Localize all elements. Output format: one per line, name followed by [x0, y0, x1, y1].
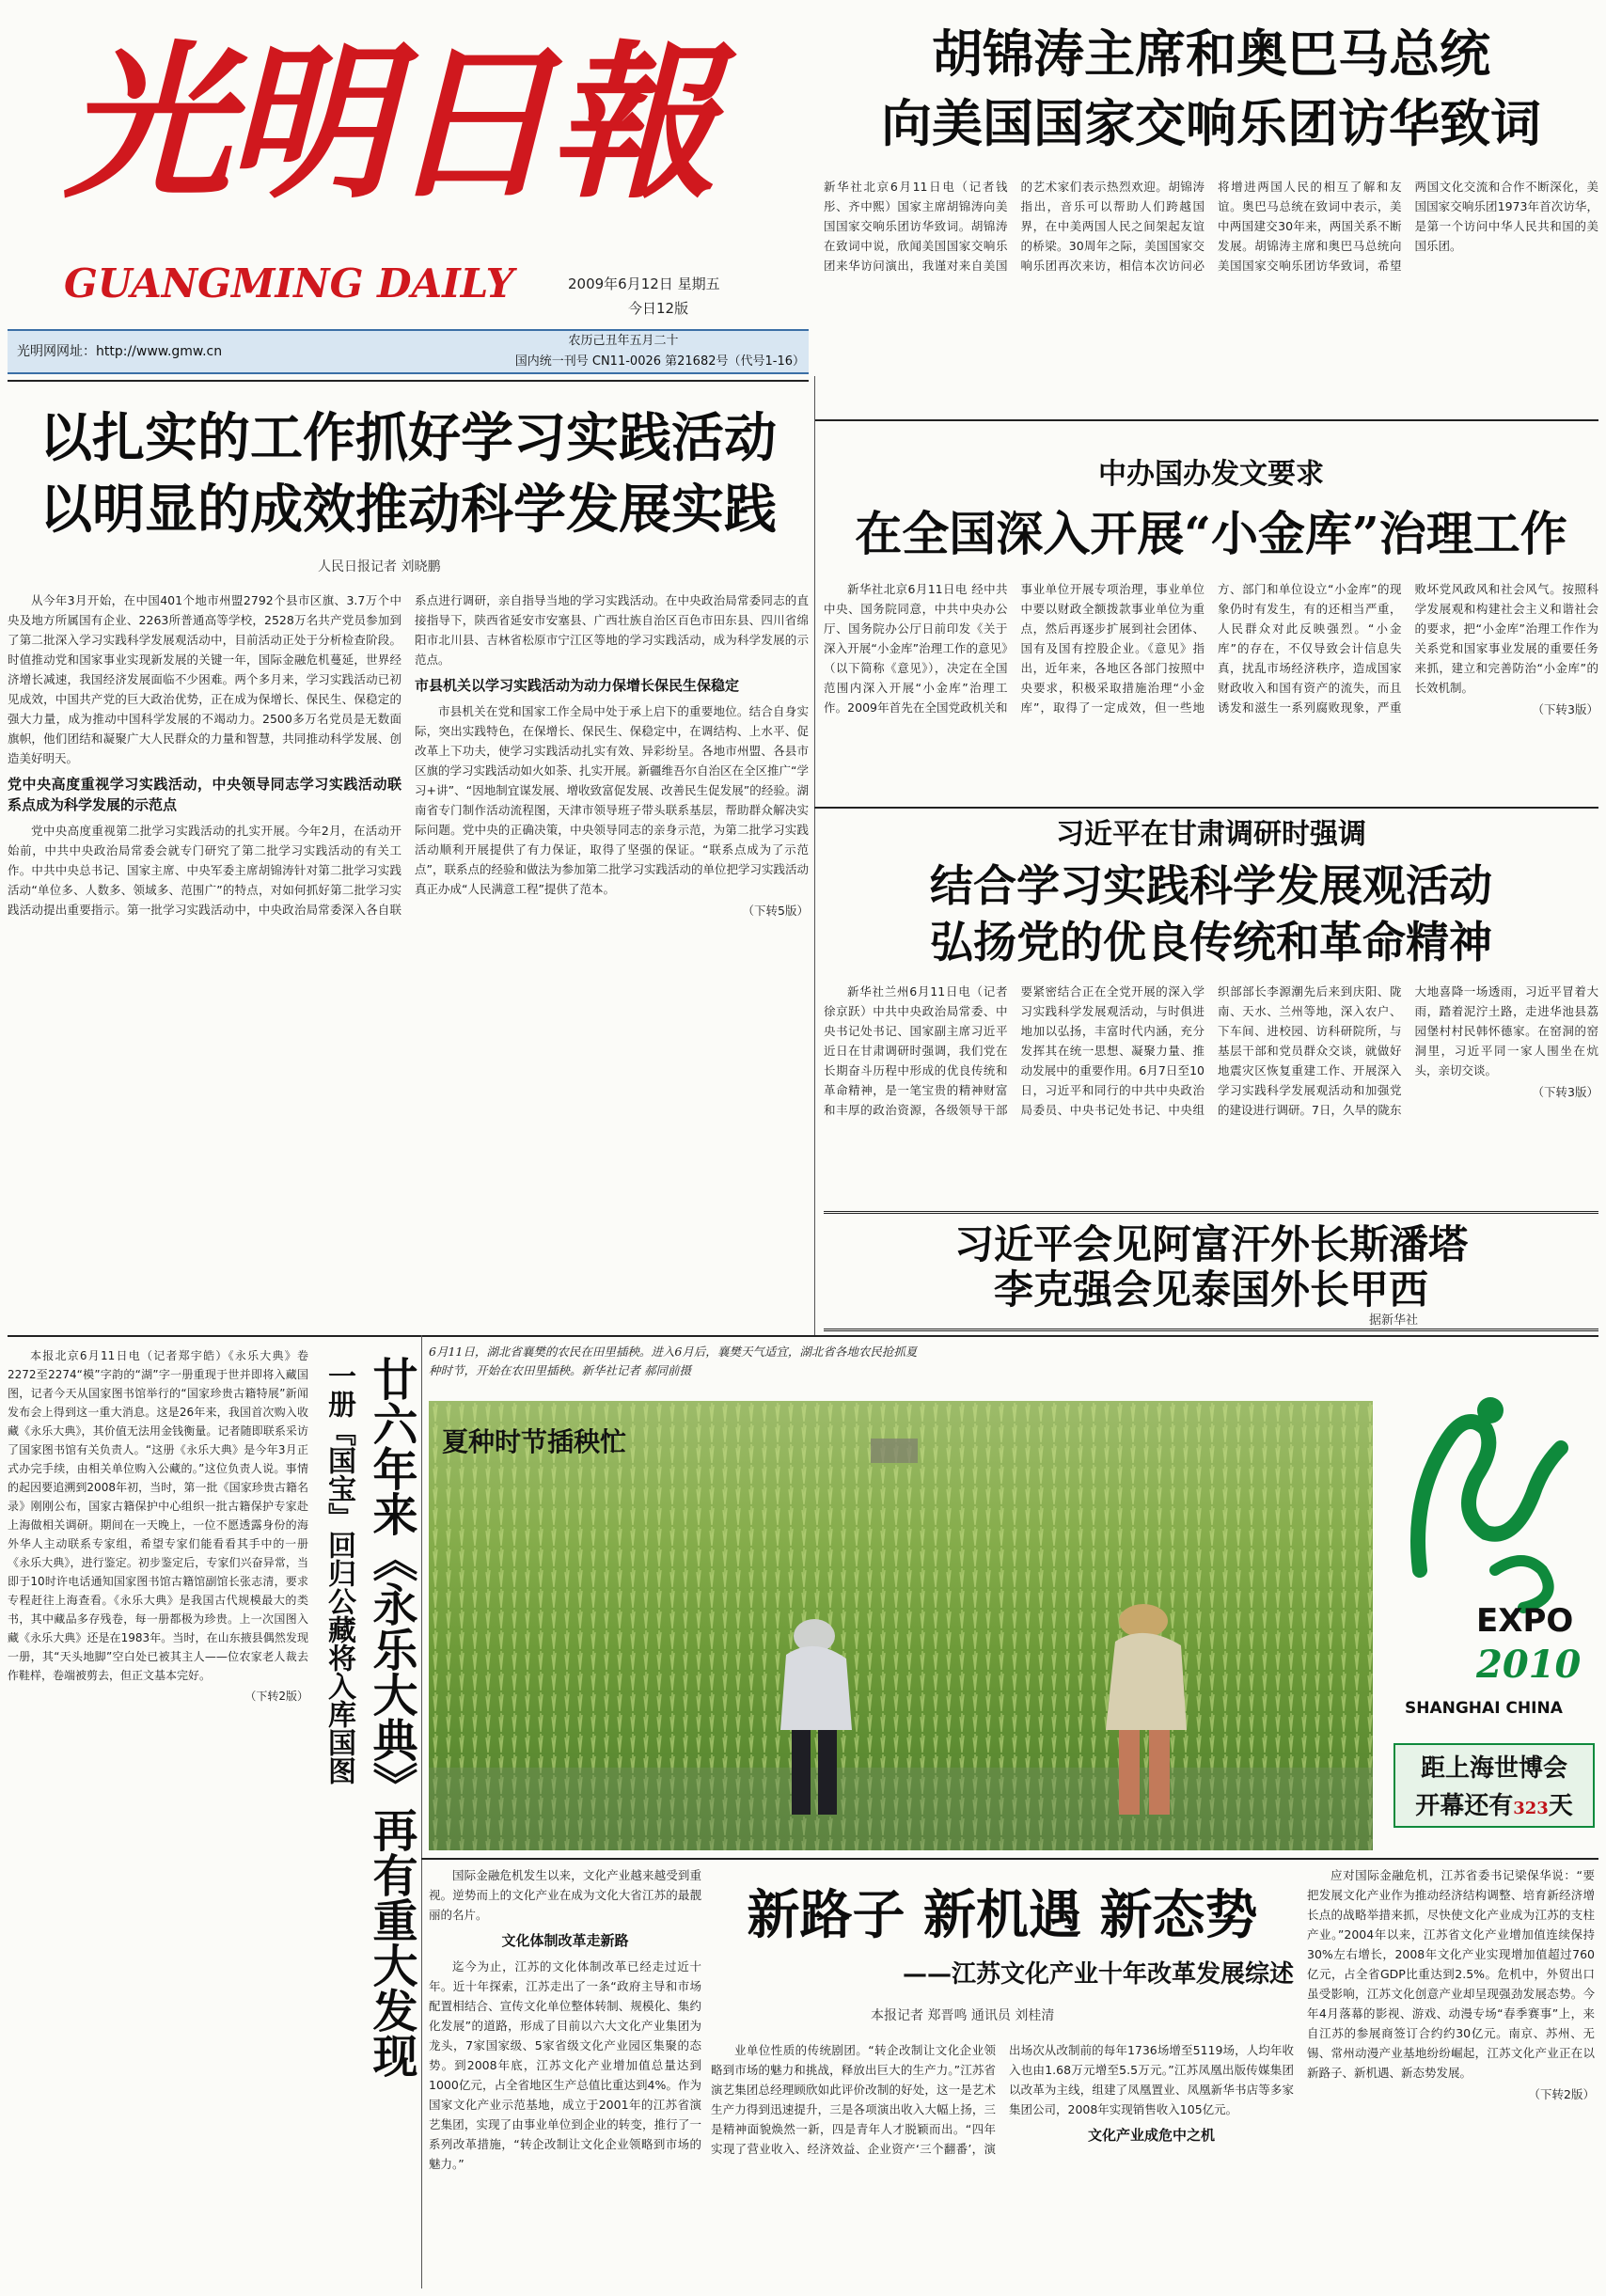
article-intro: [429, 1865, 701, 2279]
subheading: 文化体制改革走新路: [501, 1932, 629, 1949]
masthead-website[interactable]: 光明网网址：http://www.gmw.cn: [17, 344, 223, 359]
paragraph: 新华社北京6月11日电 经中共中央、国务院同意，中共中央办公厅、国务院办公厅日前印发《关于深入开展“小金库”治理工作的意见》（以下简称《意见》），决定在全国范围内深入开展“小金库”治理工作。2009年首先在全国党政机关和事业单位开展专项治理，事业单位中要以财政全额拨款事业单位为重点，然后再逐步扩展到社会团体、国有及国有控股企业。《意见》指出，近年来，各地区各部门按照中央要求，积极采取措施治理“小金库”，取得了一定成效，但一些地方、部门和单位设立“小金库”的现象仍时有发生，有的还相当严重，人民群众对此反映强烈。“小金库”的存在，不仅导致会计信息失真，扰乱市场经济秩序，造成国家财政收入和国有资产的流失，而且诱发和滋生一系列腐败现象，严重败坏党风政风和社会风气。按照科学发展观和构建社会主义和谐社会的要求，把“小金库”治理工作作为关系党和国家事业发展的重要任务来抓，建立和完善防治“小金库”的长效机制。: [824, 582, 1598, 715]
article-xiaojinku: [824, 429, 1598, 805]
paragraph: 新华社兰州6月11日电（记者徐京跃）中共中央政治局常委、中央书记处书记、国家副主席习近平近日在甘肃调研时强调，我们党在长期奋斗历程中形成的优良传统和革命精神，是一笔宝贵的精神财富和丰厚的政治资源，各级领导干部要紧密结合正在全党开展的深入学习实践科学发展观活动，与时俱进地加以弘扬，丰富时代内涵，充分发挥其在统一思想、凝聚力量、推动发展中的重要作用。6月7日至10日，习近平和同行的中共中央政治局委员、中央书记处书记、中央组织部部长李源潮先后来到庆阳、陇南、天水、兰州等地，深入农户、下车间、进校园、访科研院所，与基层干部和党员群众交谈，就做好地震灾区恢复重建工作、开展深入学习实践科学发展观活动和加强党的建设进行调研。7日，久旱的陇东大地喜降一场透雨，习近平冒着大雨，踏着泥泞土路，走进华池县荔园堡村村民韩怀德家。在窑洞的窑洞里，习近平同一家人围坐在炕头，亲切交谈。: [824, 984, 1598, 1117]
headline: 结合学习实践科学发展观活动: [930, 860, 1492, 911]
divider: [8, 380, 809, 382]
countdown-line2: [1395, 1788, 1593, 1824]
paragraph: 应对国际金融危机，江苏省委书记梁保华说：“要把发展文化产业作为推动经济结构调整、培育新经济增长点的战略举措来抓，尽快使文化产业成为江苏的支柱产业。”2004年以来，江苏省文化产业增加值连续保持30%左右增长，2008年文化产业实现增加值超过760亿元，占全省GDP比重达到2.5%。危机中，外贸出口虽受影响，江苏文化创意产业却呈现强劲发展态势。今年4月落幕的影视、游戏、动漫专场“春季赛事”上，来自江苏的参展商签订合约约30亿元。南京、苏州、无锡、常州动漫产业基地纷纷崛起，江苏文化产业正在以新路子、新机遇、新态势发展。: [1307, 1868, 1595, 2080]
subheadline: ——江苏文化产业十年改革发展综述: [902, 1960, 1294, 1989]
article-body: [824, 579, 1598, 797]
kicker: 习近平在甘肃调研时强调: [1056, 818, 1366, 851]
masthead-date: 2009年6月12日 星期五: [568, 275, 720, 292]
continued-note[interactable]: （下转5版）: [742, 904, 809, 918]
article-study-practice: [8, 391, 809, 1331]
headline: 李克强会见泰国外长甲西: [993, 1266, 1428, 1313]
paragraph: 迄今为止，江苏的文化体制改革已经走过近十年。近十年探索，江苏走出了一条“政府主导和市场配置相结合、宣传文化单位整体转制、规模化、集约化发展”的道路，形成了目前以六大文化产业集团为龙头，7家国家级、5家省级文化产业园区集聚的态势。到2008年底，江苏文化产业增加值总量达到1000亿元，占全省地区生产总值比重达到4%。作为国家文化产业示范基地，成立于2001年的江苏省演艺集团，实现了由事业单位到企业的转变，推行了一系列改革措施，“转企改制让文化企业领略到市场的魅力。”: [429, 1959, 701, 2171]
masthead-issue: 国内统一刊号 CN11-0026 第21682号（代号1-16）: [514, 354, 805, 369]
masthead-logo-en: GUANGMING DAILY: [64, 260, 514, 307]
article-yongle-dadian: [8, 1343, 421, 2288]
article-body: [8, 590, 809, 1324]
subheadline-vertical: 一册『国宝』回归公藏将入库国图: [323, 1361, 355, 1785]
subheading: 文化产业成危中之机: [1087, 2127, 1215, 2144]
subheading: 市县机关以学习实践活动为动力保增长保民生保稳定: [415, 677, 740, 694]
byline: 本报记者 郑晋鸣 通讯员 刘桂清: [871, 2008, 1055, 2023]
continued-note[interactable]: （下转3版）: [1532, 1085, 1598, 1099]
expo-label: EXPO: [1476, 1602, 1574, 1640]
headline: 新路子 新机遇 新态势: [747, 1884, 1258, 1946]
photo-title: 夏种时节插秧忙: [442, 1426, 627, 1457]
photo-caption: 6月11日，湖北省襄樊的农民在田里插秧。进入6月后，襄樊天气适宜，湖北省各地农民抢抓夏种时节，开始在农田里插秧。新华社记者 郝同前摄: [429, 1345, 918, 1377]
subheading: 党中央高度重视学习实践活动，中央领导同志学习实践活动联系点成为科学发展的示范点: [8, 776, 402, 813]
continued-note[interactable]: （下转2版）: [244, 1690, 308, 1703]
countdown-panel: [1393, 1743, 1595, 1828]
rice-planting-photo: [429, 1401, 1373, 1850]
countdown-prefix: 开幕还有: [1415, 1792, 1514, 1820]
article-hu-obama: [824, 8, 1598, 412]
byline: 人民日报记者 刘晓鹏: [318, 559, 441, 574]
article-body: [711, 2040, 1294, 2281]
paragraph: 本报北京6月11日电（记者郑宇皓）《永乐大典》卷2272至2274“模”字韵的“湖”字一册重现于世并即将入藏国图，记者今天从国家图书馆举行的“国家珍贵古籍特展”新闻发布会上得到这一重大消息。这是26年来，我国首次购入收藏《永乐大典》，其价值无法用金钱衡量。记者随即联系采访了国家图书馆有关负责人。“这册《永乐大典》是今年3月正式办完手续，由相关单位购入公藏的。”这位负责人说。事情的起因要追溯到2008年初，当时，第一批《国家珍贵古籍名录》刚刚公布，国家古籍保护中心组织一批古籍保护专家赴上海做相关调研。期间在一天晚上，一位不愿透露身份的海外华人主动联系专家组，希望专家们能看看其手中的一册《永乐大典》，进行鉴定。初步鉴定后，专家们兴奋异常，当即于10时许电话通知国家图书馆古籍馆副馆长张志清，要求专程赶往上海查看。《永乐大典》是我国古代规模最大的类书，其中藏品多存残卷，每一册都极为珍贵。上一次国图入藏《永乐大典》还是在1983年。当时，在山东掖县偶然发现一册，其“天头地脚”空白处已被其主人——位农家老人裁去作鞋样，卷端被剪去，但正文基本完好。: [8, 1349, 308, 1682]
countdown-line1: 距上海世博会: [1420, 1754, 1567, 1783]
photo-block: [429, 1343, 1373, 1850]
expo-year: 2010: [1476, 1643, 1582, 1687]
continued-note[interactable]: （下转3版）: [1532, 702, 1598, 716]
article-jiangsu-culture: [429, 1865, 1598, 2288]
divider: [814, 807, 1598, 809]
headline: 胡锦涛主席和奥巴马总统: [932, 24, 1490, 84]
headline-vertical: 廿六年来《永乐大典》再有重大发现: [365, 1356, 417, 2078]
headline: 以明显的成效推动科学发展实践: [39, 479, 777, 541]
divider: [814, 419, 1598, 421]
article-body-right: [1307, 1865, 1595, 2283]
source-note: 据新华社: [1369, 1313, 1419, 1328]
countdown-unit: 天: [1548, 1792, 1573, 1820]
divider: [8, 1335, 1598, 1337]
article-meetings: [824, 1211, 1598, 1331]
masthead-logo-cn: 光明日報: [64, 24, 711, 221]
masthead: [8, 8, 809, 374]
paragraph: 党中央高度重视第二批学习实践活动的扎实开展。今年2月，在活动开始前，中共中央政治局常委会就专门研究了第二批学习实践活动的有关工作。中共中央总书记、国家主席、中央军委主席胡锦涛针对第二批学习实践活动“单位多、人数多、领域多、范围广”的特点，对如何抓好第二批学习实践活动提出重要指示。第一批学习实践活动中，中央政治局常委深入各自联系点进行调研，亲自指导当地的学习实践活动。在中央政治局常委同志的直接指导下，陕西省延安市安塞县、广西壮族自治区百色市田东县、四川省绵阳市北川县、吉林省松原市宁江区等地的学习实践活动，成为科学发展的示范点。: [8, 593, 809, 917]
paragraph: 业单位性质的传统剧团。“转企改制让文化企业领略到市场的魅力和挑战，释放出巨大的生产力。”江苏省演艺集团总经理顾欣如此评价改制的好处，这一是艺术生产力得到迅速提升，三是各项演出收入大幅上扬，三是精神面貌焕然一新，四是青年人才脱颖而出。“四年实现了营业收入、经济效益、企业资产‘三个翻番’，演出场次从改制前的每年1736场增至5119场，人均年收入也由1.68万元增至5.5万元。”江苏凤凰出版传媒集团以改革为主线，组建了凤凰置业、凤凰新华书店等多家集团公司，2008年实现销售收入105亿元。: [711, 2043, 1294, 2156]
headline: 在全国深入开展“小金库”治理工作: [855, 506, 1567, 561]
countdown-days: 323: [1513, 1799, 1549, 1818]
article-body: [8, 1346, 308, 2285]
headline: 以扎实的工作抓好学习实践活动: [39, 407, 777, 469]
continued-note[interactable]: （下转2版）: [1528, 2087, 1595, 2101]
headline: 向美国国家交响乐团访华致词: [881, 93, 1541, 153]
headline: 弘扬党的优良传统和革命精神: [930, 917, 1492, 967]
masthead-pages: 今日12版: [628, 300, 689, 317]
column-divider: [814, 376, 815, 1337]
expo-countdown-box: [1382, 1382, 1598, 1852]
headline: 习近平会见阿富汗外长斯潘塔: [953, 1221, 1468, 1267]
paragraph: 市县机关在党和国家工作全局中处于承上启下的重要地位。结合自身实际，突出实践特色，在保增长、保民生、保稳定中，在调结构、上水平、促改革上下功夫，使学习实践活动扎实有效、异彩纷呈。各地市州盟、各县市区旗的学习实践活动如火如荼、扎实开展。新疆维吾尔自治区在全区推广“学习+讲”、“因地制宜谋发展、增收致富促发展、改善民生促发展”的经验。湖南省专门制作活动流程图，天津市领导班子带头联系基层，帮助群众解决实际问题。党中央的正确决策，中央领导同志的亲身示范，为第二批学习实践活动顺利开展提供了有力保证，取得了坚强的保证。“联系点成为了示范点”，联系点的经验和做法为参加第二批学习实践活动的单位把学习实践活动真正办成“人民满意工程”提供了范本。: [415, 704, 809, 896]
article-body: [824, 982, 1598, 1203]
rice-field-illustration: [429, 1401, 1373, 1850]
article-body: 新华社北京6月11日电（记者钱彤、齐中熙）国家主席胡锦涛向美国国家交响乐团访华致词。胡锦涛在致词中说，欣闻美国国家交响乐团来华访问演出，我谨对来自美国的艺术家们表示热烈欢迎。胡锦涛指出，音乐可以帮助人们跨越国界，在中美两国人民之间架起友谊的桥梁。30周年之际，美国国家交响乐团再次来访，相信本次访问必将增进两国人民的相互了解和友谊。奥巴马总统在致词中表示，美中两国建交30年来，两国关系不断发展。胡锦涛主席和奥巴马总统向美国国家交响乐团访华致词，希望两国文化交流和合作不断深化，美国国家交响乐团1973年首次访华，是第一个访问中华人民共和国的美国乐团。: [824, 180, 1598, 273]
masthead-info-bar: [8, 329, 809, 374]
paragraph: 国际金融危机发生以来，文化产业越来越受到重视。逆势而上的文化产业在成为文化大省江苏的最靓丽的名片。: [429, 1868, 701, 1922]
column-divider: [421, 1335, 422, 2288]
masthead-lunar: 农历己丑年五月二十: [568, 334, 679, 348]
expo-logo-icon: [1382, 1382, 1598, 1627]
expo-city: SHANGHAI CHINA: [1405, 1699, 1563, 1718]
article-xi-gansu: [824, 812, 1598, 1207]
kicker: 中办国办发文要求: [1098, 458, 1324, 491]
divider: [421, 1858, 1598, 1860]
paragraph: 从今年3月开始，在中国401个地市州盟2792个县市区旗、3.7万个中央及地方所属国有企业、2263所普通高等学校，2528万名共产党员参加到了第二批深入学习实践科学发展观活动中，目前活动正处于分析检查阶段。时值推动党和国家事业实现新发展的关键一年，国际金融危机蔓延，世界经济增长减速，我国经济发展面临不少困难。两个多月来，学习实践活动已初见成效，中国共产党的巨大政治优势，正在成为保增长、保民生、保稳定的强大力量，成为推动中国科学发展的不竭动力。2500多万名党员是无数面旗帜，他们团结和凝聚广大人民群众的力量和智慧，共同推动科学发展、创造美好明天。: [8, 593, 402, 765]
